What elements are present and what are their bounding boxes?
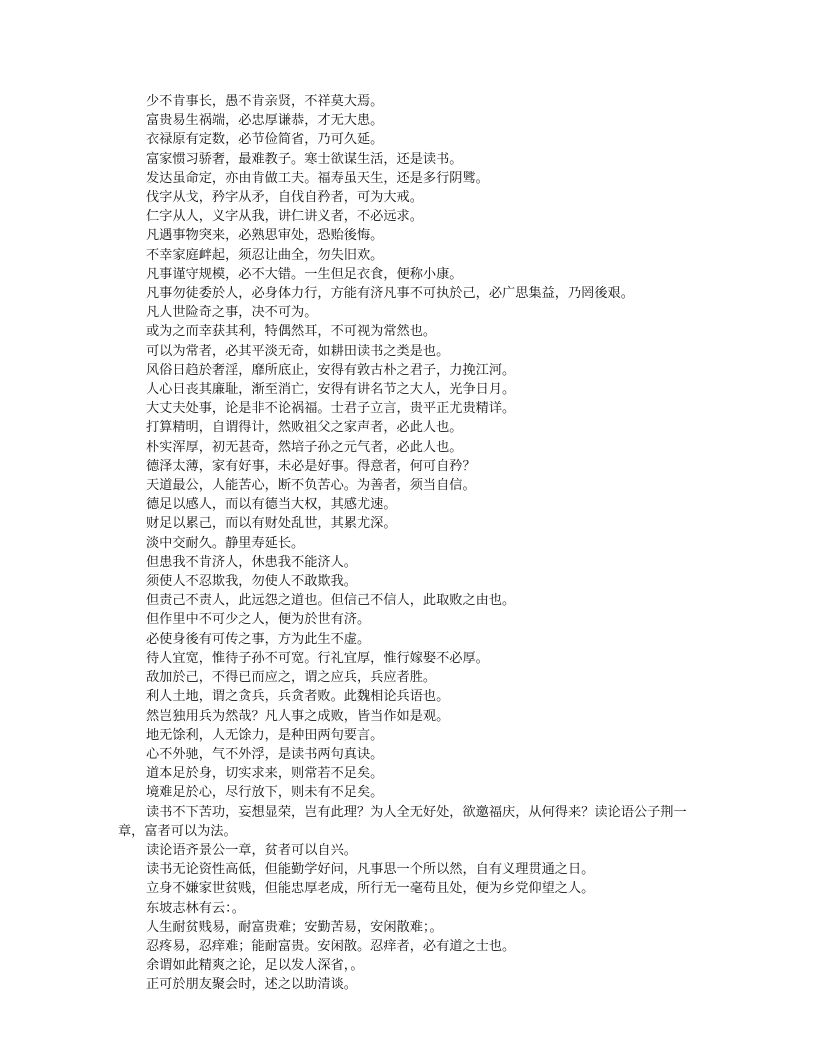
paragraph: 利人土地，谓之贪兵，兵贪者败。此魏相论兵语也。	[146, 689, 450, 705]
paragraph: 立身不嫌家世贫贱，但能忠厚老成，所行无一毫苟且处，便为乡党仰望之人。	[146, 881, 595, 897]
paragraph: 富家惯习骄奢，最难教子。寒士欲谋生活，还是读书。	[146, 151, 463, 167]
paragraph: 凡事勿徒委於人，必身体力行，方能有济凡事不可执於己，必广思集益，乃罔後艰。	[146, 286, 634, 302]
paragraph: 待人宜宽，惟待子孙不可宽。行礼宜厚，惟行嫁娶不必厚。	[146, 650, 489, 666]
paragraph: 心不外驰，气不外浮，是读书两句真诀。	[146, 746, 384, 762]
paragraph: 或为之而幸获其利，特偶然耳，不可视为常然也。	[146, 324, 437, 340]
paragraph: 淡中交耐久。静里寿延长。	[146, 535, 305, 551]
paragraph: 德足以感人，而以有德当大权，其感尤速。	[146, 497, 397, 513]
paragraph: 少不肯事长，愚不肯亲贤，不祥莫大焉。	[146, 94, 384, 109]
paragraph: 须使人不忍欺我，勿使人不敢欺我。	[146, 574, 357, 590]
paragraph: 但责己不责人，此远怨之道也。但信己不信人，此取败之由也。	[146, 593, 516, 609]
paragraph: 地无馀利，人无馀力，是种田两句要言。	[146, 727, 384, 743]
paragraph: 正可於朋友聚会时，述之以助清谈。	[146, 977, 357, 993]
paragraph: 德泽太薄，家有好事，未必是好事。得意者，何可自矜？	[146, 458, 476, 474]
paragraph: 伐字从戈，矜字从矛，自伐自矜者，可为大戒。	[146, 190, 423, 206]
paragraph: 衣禄原有定数，必节俭简省，乃可久延。	[146, 132, 384, 148]
paragraph: 可以为常者，必其平淡无奇，如耕田读书之类是也。	[146, 343, 450, 359]
paragraph: 富贵易生祸端，必忠厚谦恭，才无大患。	[146, 113, 384, 129]
paragraph: 大丈夫处事，论是非不论祸福。士君子立言，贵平正尤贵精详。	[146, 401, 516, 417]
paragraph: 道本足於身，切实求来，则常若不足矣。	[146, 766, 384, 782]
paragraph: 打算精明，自谓得计，然败祖父之家声者，必此人也。	[146, 420, 463, 436]
paragraph: 东坡志林有云：。	[146, 900, 245, 916]
paragraph: 余谓如此精爽之论，足以发人深省，。	[146, 958, 364, 974]
paragraph: 凡人世险奇之事，决不可为。	[146, 305, 318, 321]
paragraph: 财足以累己，而以有财处乱世，其累尤深。	[146, 516, 397, 532]
paragraph: 读书无论资性高低，但能勤学好问，凡事思一个所以然，自有义理贯通之日。	[146, 862, 595, 878]
paragraph: 读书不下苦功，妄想显荣，岂有此理？为人全无好处，欲邀福庆，从何得来？读论语公子荆一章，富者可以为法。	[118, 804, 687, 839]
document-body	[118, 92, 698, 995]
paragraph: 但患我不肯济人，休患我不能济人。	[146, 554, 357, 570]
paragraph: 敌加於己，不得已而应之，谓之应兵，兵应者胜。	[146, 670, 437, 686]
paragraph: 发达虽命定，亦由肯做工夫。福寿虽天生，还是多行阴骘。	[146, 170, 489, 186]
paragraph: 天道最公，人能苦心，断不负苦心。为善者，须当自信。	[146, 478, 476, 494]
paragraph: 读论语齐景公一章，贫者可以自兴。	[146, 842, 357, 858]
paragraph: 境难足於心，尽行放下，则未有不足矣。	[146, 785, 384, 801]
paragraph: 但作里中不可少之人，便为於世有济。	[146, 612, 371, 628]
paragraph: 仁字从人，义字从我，讲仁讲义者，不必远求。	[146, 209, 423, 225]
paragraph: 凡事谨守规模，必不大错。一生但足衣食，便称小康。	[146, 266, 463, 282]
paragraph: 必使身後有可传之事，方为此生不虚。	[146, 631, 371, 647]
paragraph: 人生耐贫贱易，耐富贵难；安勤苦易，安闲散难；。	[146, 919, 443, 935]
paragraph: 风俗日趋於奢淫，靡所底止，安得有敦古朴之君子，力挽江河。	[146, 362, 516, 378]
paragraph: 然岂独用兵为然哉？凡人事之成败，皆当作如是观。	[146, 708, 450, 724]
paragraph: 凡遇事物突来，必熟思审处，恐贻後悔。	[146, 228, 384, 244]
paragraph: 朴实浑厚，初无甚奇，然培子孙之元气者，必此人也。	[146, 439, 463, 455]
paragraph: 忍疼易，忍痒难；能耐富贵。安闲散。忍痒者，必有道之士也。	[146, 938, 516, 954]
paragraph: 不幸家庭衅起，须忍让曲全，勿失旧欢。	[146, 247, 384, 263]
paragraph: 人心日丧其廉耻，渐至消亡，安得有讲名节之大人，光争日月。	[146, 382, 516, 398]
